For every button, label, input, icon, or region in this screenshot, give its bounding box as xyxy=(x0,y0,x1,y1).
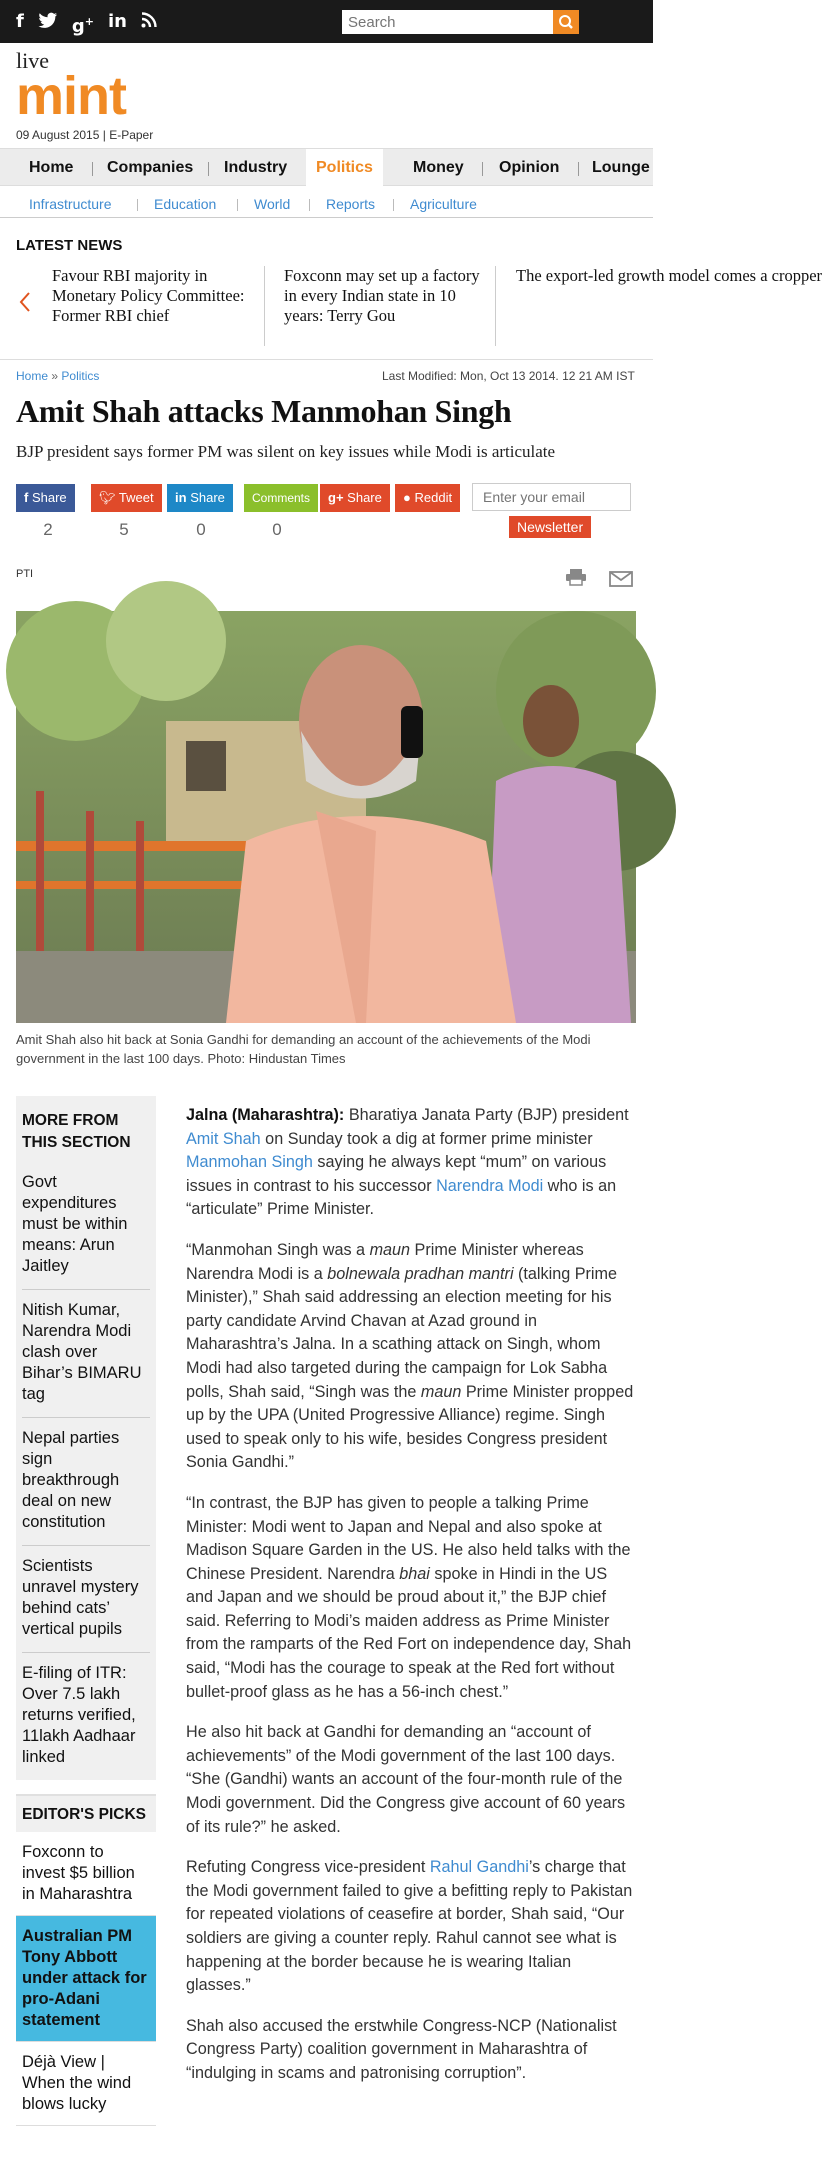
byline: PTI xyxy=(16,568,34,580)
nav-home[interactable]: Home xyxy=(29,159,74,176)
article-paragraph: Jalna (Maharashtra): Bharatiya Janata Party (BJP) president Amit Shah on Sunday took a dig at former prime minister Manmohan Singh saying he always kept “mum” on various issues in contrast to his successor Narendra Modi who is an “articulate” Prime Minister. xyxy=(186,1106,629,1219)
mail-icon[interactable] xyxy=(609,571,633,587)
article-headline: Amit Shah attacks Manmohan Singh xyxy=(16,393,512,429)
more-from-section xyxy=(16,1096,156,1780)
latest-news-item[interactable]: Foxconn may set up a factory in every Indian state in 10 years: Terry Gou xyxy=(284,266,480,325)
search-icon xyxy=(553,10,579,34)
latest-news-item[interactable]: The export-led growth model comes a cropper xyxy=(516,266,822,285)
nav-politics[interactable]: Politics xyxy=(306,149,383,187)
subnav-reports[interactable]: Reports xyxy=(326,196,376,212)
breadcrumb-politics[interactable]: Politics xyxy=(61,369,100,383)
facebook-share-button[interactable]: f Share xyxy=(16,484,75,512)
facebook-icon[interactable]: f xyxy=(16,11,24,32)
link-amit-shah[interactable]: Amit Shah xyxy=(186,1129,261,1148)
section-story-link[interactable]: Nitish Kumar, Narendra Modi clash over Bihar’s BIMARU tag xyxy=(22,1290,150,1418)
nav-opinion[interactable]: Opinion xyxy=(499,159,560,176)
dateline[interactable]: 09 August 2015 | E-Paper xyxy=(16,128,154,142)
reddit-share-button[interactable]: ● Reddit xyxy=(395,484,460,512)
logo-mint-text: mint xyxy=(16,66,126,126)
tweet-button[interactable]: 🐦︎ Tweet xyxy=(91,484,162,512)
article-body xyxy=(186,1104,634,2103)
nav-companies[interactable]: Companies xyxy=(107,159,194,176)
editors-picks xyxy=(16,1794,156,2126)
livemint-logo[interactable] xyxy=(16,48,126,126)
article-paragraph: Refuting Congress vice-president Rahul Gandhi’s charge that the Modi government failed to give a befitting reply to Pakistan for repeated violations of ceasefire at border, Shah said, “Our soldiers are giving a counter reply. Rahul cannot see what is happening at the border because he is wearing Italian glasses.” xyxy=(186,1858,633,1995)
google-plus-icon: g+ xyxy=(328,490,344,505)
subnav-education[interactable]: Education xyxy=(154,196,217,212)
link-manmohan-singh[interactable]: Manmohan Singh xyxy=(186,1153,313,1172)
link-narendra-modi[interactable]: Narendra Modi xyxy=(436,1176,544,1195)
linkedin-icon: in xyxy=(175,490,187,505)
share-count: 5 xyxy=(119,520,129,539)
rss-icon[interactable] xyxy=(141,12,157,37)
linkedin-share-button[interactable]: in Share xyxy=(167,484,233,512)
google-plus-share-button[interactable]: g+ Share xyxy=(320,484,390,512)
sub-nav xyxy=(0,188,653,218)
editors-pick-link[interactable]: Foxconn to invest $5 billion in Maharashtra xyxy=(16,1832,156,1916)
article-dateline: Jalna (Maharashtra): xyxy=(186,1106,345,1124)
breadcrumb-home[interactable]: Home xyxy=(16,369,49,383)
breadcrumb: Home » Politics xyxy=(16,369,100,383)
facebook-icon: f xyxy=(24,490,29,505)
article-paragraph: He also hit back at Gandhi for demanding an “account of achievements” of the Modi government of the last 100 days. “She (Gandhi) wants an account of the four-month rule of the Modi government. Did the Congress give account of 60 years of its rule?” he asked. xyxy=(186,1723,626,1836)
nav-industry[interactable]: Industry xyxy=(224,159,288,176)
article-paragraph: Shah also accused the erstwhile Congress-NCP (Nationalist Congress Party) coalition government in Maharashtra of “indulging in scams and patronising corruption”. xyxy=(186,2016,617,2082)
social-links xyxy=(16,12,157,37)
subnav-world[interactable]: World xyxy=(254,196,291,212)
top-bar xyxy=(0,0,653,43)
section-story-link[interactable]: Nepal parties sign breakthrough deal on new constitution xyxy=(22,1418,150,1546)
article-photo xyxy=(16,611,636,1023)
editors-pick-link[interactable]: Australian PM Tony Abbott under attack for pro-Adani statement xyxy=(16,1916,156,2042)
latest-news-item[interactable]: Favour RBI majority in Monetary Policy Committee: Former RBI chief xyxy=(52,266,245,325)
section-story-link[interactable]: Govt expenditures must be within means: Arun Jaitley xyxy=(22,1162,150,1290)
section-story-link[interactable]: E-filing of ITR: Over 7.5 lakh returns verified, 11lakh Aadhaar linked xyxy=(22,1664,136,1766)
share-count: 0 xyxy=(272,520,282,539)
reddit-icon: ● xyxy=(403,490,411,505)
more-from-section-title: MORE FROM THIS SECTION xyxy=(22,1112,131,1151)
latest-news-title: LATEST NEWS xyxy=(16,237,123,254)
chevron-left-icon[interactable] xyxy=(18,290,32,320)
editors-picks-title: EDITOR'S PICKS xyxy=(16,1796,156,1832)
sidebar xyxy=(16,1096,156,2126)
google-plus-icon[interactable]: g+ xyxy=(71,15,94,37)
article-standfirst: BJP president says former PM was silent on key issues while Modi is articulate xyxy=(16,442,556,461)
share-count: 0 xyxy=(196,520,206,539)
main-nav xyxy=(0,148,653,186)
newsletter-button[interactable]: Newsletter xyxy=(509,516,591,538)
subnav-agriculture[interactable]: Agriculture xyxy=(410,196,477,212)
search-button[interactable] xyxy=(553,10,579,34)
linkedin-icon[interactable]: in xyxy=(107,11,127,32)
article-paragraph: “Manmohan Singh was a maun Prime Minister whereas Narendra Modi is a bolnewala pradhan mantri (talking Prime Minister),” Shah said addressing an election meeting for his party candidate Arvind Chavan at Azad ground in Maharashtra’s Jalna. In a scathing attack on Singh, whom Modi had also targeted during the campaign for Lok Sabha polls, Shah said, “Singh was the maun Prime Minister propped up by the UPA (United Progressive Alliance) regime. Singh used to speak only to his wife, besides Congress president Sonia Gandhi.” xyxy=(186,1240,634,1472)
nav-money[interactable]: Money xyxy=(413,159,464,176)
twitter-icon[interactable] xyxy=(38,12,58,37)
photo-caption: Amit Shah also hit back at Sonia Gandhi for demanding an account of the achievements of the Modi government in the last 100 days. Photo: Hindustan Times xyxy=(16,1032,591,1066)
comments-button[interactable]: Comments xyxy=(244,484,318,512)
article-paragraph: “In contrast, the BJP has given to people a talking Prime Minister: Modi went to Japan and Nepal and also spoke at Madison Square Garden in the US. He also held talks with the Chinese President. Narendra bhai spoke in Hindi in the US and Japan and we should be proud about it,” the BJP chief said. Referring to Modi’s maiden address as Prime Minister from the ramparts of the Red Fort on independence day, Shah said, “Modi has the courage to speak at the Red fort without bullet-proof glass as he has a 56-inch chest.” xyxy=(186,1493,632,1701)
link-rahul-gandhi[interactable]: Rahul Gandhi xyxy=(429,1858,529,1877)
twitter-icon: 🐦︎ xyxy=(99,490,116,505)
editors-pick-link[interactable]: Déjà View | When the wind blows lucky xyxy=(16,2042,156,2126)
subnav-infrastructure[interactable]: Infrastructure xyxy=(29,196,112,212)
print-icon[interactable] xyxy=(565,568,587,586)
share-count: 2 xyxy=(43,520,53,539)
search-input[interactable] xyxy=(342,10,553,34)
section-story-link[interactable]: Scientists unravel mystery behind cats’ vertical pupils xyxy=(22,1546,150,1653)
nav-lounge[interactable]: Lounge xyxy=(592,159,650,176)
newsletter-email-input[interactable] xyxy=(472,483,631,511)
last-modified: Last Modified: Mon, Oct 13 2014. 12 21 AM IST xyxy=(382,369,635,383)
logo-live-text: live xyxy=(16,48,49,73)
